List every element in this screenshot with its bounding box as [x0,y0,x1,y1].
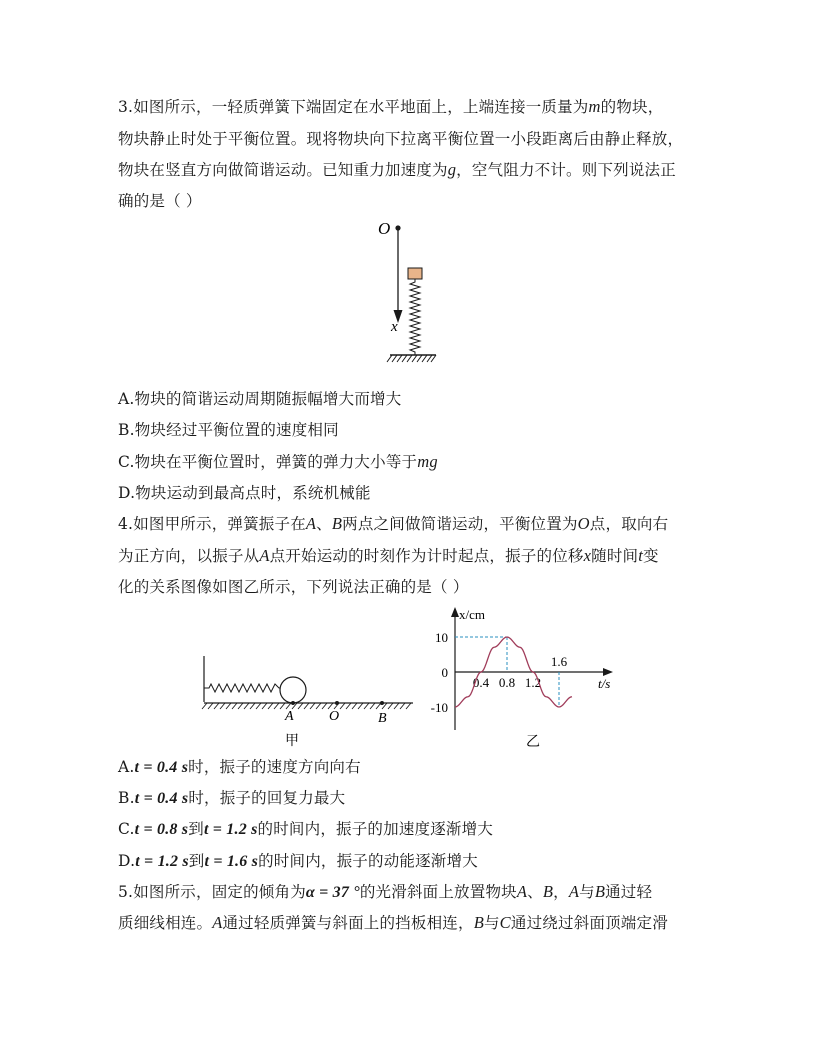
block [408,268,422,279]
option-text: C. [118,820,135,838]
q4-option-a [118,757,361,778]
q3-text: 的物块， [600,98,664,116]
equation: t = 1.2 s [203,821,258,838]
option-text: B.物块经过平衡位置的速度相同 [118,421,339,439]
y-axis-label: x/cm [459,607,485,622]
q4-option-c [118,819,493,840]
var-o: O [577,514,590,533]
point-b-label: B [378,711,387,726]
q5-text: ， [553,883,569,901]
q4-line-3 [118,577,469,597]
equation: t = 1.2 s [135,853,189,870]
q4-text: 随时间 [591,547,639,565]
q4-text: 化的关系图像如图乙所示，下列说法正确的是（ ） [118,578,469,596]
q3-option-a [118,389,401,409]
q5-text: 通过轻质弹簧与斜面上的挡板相连， [222,914,474,932]
q3-option-c [118,452,438,472]
var-c: C [499,913,511,932]
q3-text: 物块静止时处于平衡位置。现将物块向下拉离平衡位置一小段距离后由静止释放， [118,130,684,148]
var-b: B [473,913,484,932]
figure-jia-oscillator [195,650,425,750]
equation: t = 0.4 s [134,790,189,807]
option-text: B. [118,789,135,807]
q5-text: 与 [579,883,595,901]
q5-text: 5.如图所示，固定的倾角为 [118,883,306,901]
y-axis-arrow-icon [451,607,459,617]
var-b: B [594,882,606,901]
option-text: A.物块的简谐运动周期随振幅增大而增大 [118,390,402,408]
spring-coil [204,684,281,692]
q5-text: 质细线相连。 [118,914,213,932]
q3-option-d [118,483,371,503]
x-axis-label: t/s [598,676,611,691]
point-a-label: A [285,709,294,724]
var-m: m [588,97,601,116]
origin-label: O [378,219,391,238]
q4-line-1 [118,514,668,534]
q3-line-1 [118,97,663,117]
q4-text: 变 [643,547,659,565]
y-tick-label: 10 [435,630,448,645]
figure-jia-caption: 甲 [285,734,299,749]
q4-line-2 [118,546,659,566]
var-mg: mg [417,452,438,471]
q4-option-b [118,788,345,809]
equation: t = 0.4 s [134,759,189,776]
q4-text: 两点之间做简谐运动，平衡位置为 [342,515,578,533]
option-text: D.物块运动到最高点时，系统机械能 [118,484,371,502]
var-a: A [568,882,580,901]
point-o-dot [335,701,339,705]
q4-text: 、 [316,515,332,533]
q3-text: 确的是（ ） [118,192,202,210]
var-a: A [212,913,223,932]
option-text: D. [118,852,136,870]
q5-text: 、 [527,883,543,901]
floor-hatch [202,703,411,709]
q4-text: 点，取向右 [589,515,669,533]
q5-text: 与 [483,914,500,932]
q3-text: ，空气阻力不计。则下列说法正 [456,161,676,179]
axis-x-label: x [391,319,398,335]
var-a: A [305,514,317,533]
var-a: A [259,546,270,565]
x-tick-label: 1.2 [524,675,542,690]
var-b: B [542,882,554,901]
x-axis-arrow-icon [603,668,613,676]
q5-text: 通过轻 [605,883,653,901]
var-b: B [331,514,343,533]
spring-block-figure [370,215,450,375]
figure-yi-caption: 乙 [526,735,540,750]
option-text: 到 [188,820,204,838]
equation: t = 0.8 s [134,821,189,838]
q3-text: 3.如图所示，一轻质弹簧下端固定在水平地面上，上端连接一质量为 [118,98,589,116]
option-text: 时，振子的回复力最大 [188,789,346,807]
option-text: 的时间内，振子的加速度逐渐增大 [257,820,494,838]
option-text: 时，振子的速度方向向右 [188,758,361,776]
oscillator-ball [280,677,306,703]
q3-line-2 [118,129,683,149]
q4-text: 点开始运动的时刻作为计时起点，振子的位移 [269,547,584,565]
equation: α = 37 ° [305,884,360,901]
q4-text: 为正方向，以振子从 [118,547,260,565]
option-text: C.物块在平衡位置时，弹簧的弹力大小等于 [118,453,418,471]
var-t: t [638,546,644,565]
x-tick-label: 0.8 [498,675,516,690]
var-g: g [447,160,457,179]
spring-coil [410,279,420,355]
y-tick-label: -10 [430,700,448,715]
q3-line-3 [118,160,676,180]
q5-line-1 [118,882,652,903]
q5-text: 的光滑斜面上放置物块 [359,883,517,901]
x-tick-label: 0.4 [472,675,490,690]
q4-text: 4.如图甲所示，弹簧振子在 [118,515,306,533]
var-a: A [516,882,528,901]
q3-text: 物块在竖直方向做简谐运动。已知重力加速度为 [118,161,448,179]
option-text: 的时间内，振子的动能逐渐增大 [258,852,478,870]
q3-option-b [118,420,339,440]
q5-text: 通过绕过斜面顶端定滑 [510,914,668,932]
equation: t = 1.6 s [204,853,259,870]
q3-line-4 [118,191,202,211]
q5-line-2 [118,913,668,933]
figure-yi-chart [420,604,620,750]
var-x: x [583,546,592,565]
y-tick-label: 0 [441,665,448,680]
x-tick-label: 1.6 [550,654,568,669]
point-o-label: O [329,709,340,724]
q4-option-d [118,851,478,872]
option-text: 到 [188,852,205,870]
point-a-dot [291,701,295,705]
option-text: A. [118,758,135,776]
ground-hatch [387,355,436,362]
point-b-dot [380,701,384,705]
